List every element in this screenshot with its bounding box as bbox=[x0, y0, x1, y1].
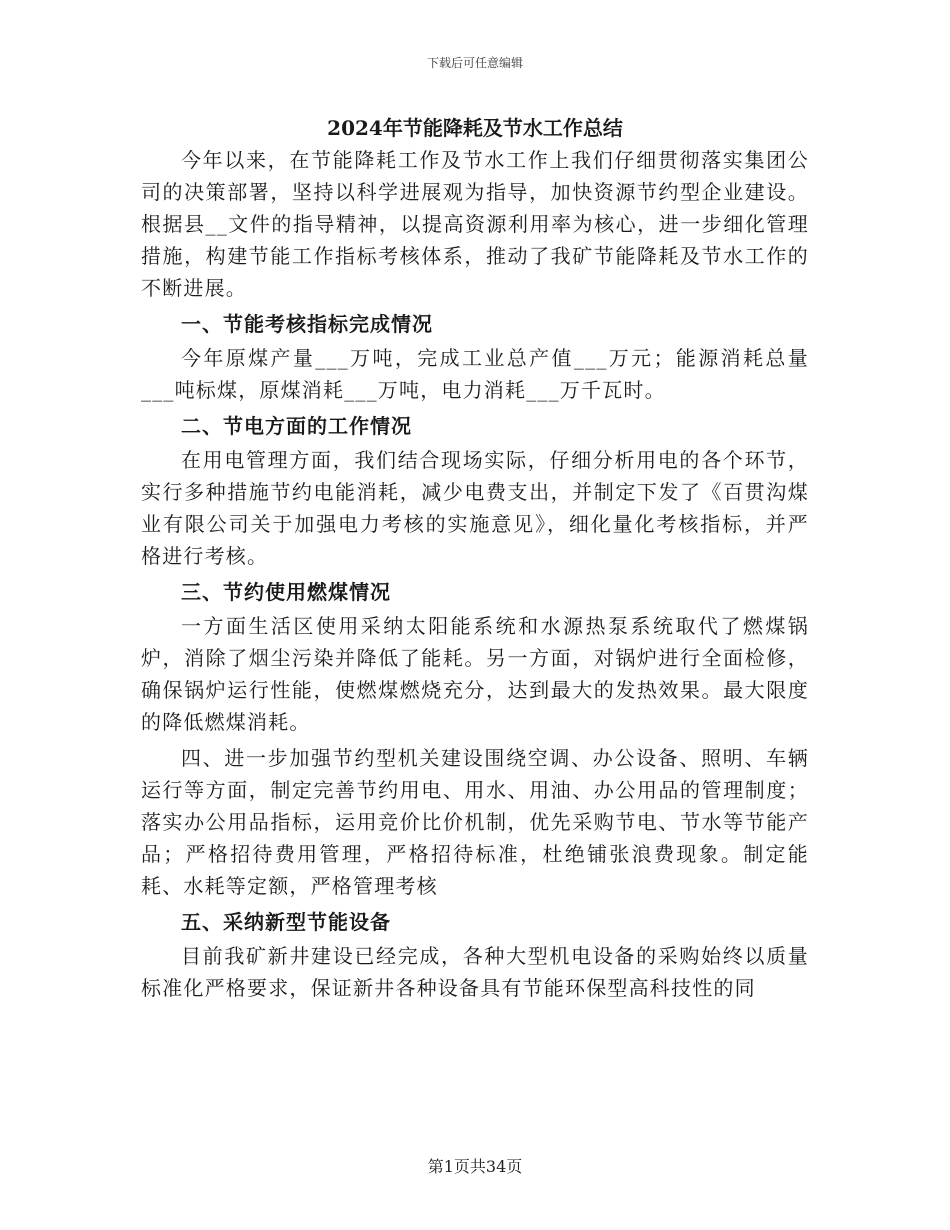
section-paragraph-1: 今年原煤产量___万吨，完成工业总产值___万元；能源消耗总量___吨标煤，原煤消耗___万吨，电力消耗___万千瓦时。 bbox=[141, 346, 809, 402]
section-paragraph-2: 在用电管理方面，我们结合现场实际，仔细分析用电的各个环节，实行多种措施节约电能消耗，减少电费支出，并制定下发了《百贯沟煤业有限公司关于加强电力考核的实施意见》，细化量化考核指标，并严格进行考核。 bbox=[141, 448, 809, 568]
page-number: 第1页共34页 bbox=[427, 1157, 523, 1176]
section-heading-5: 五、采纳新型节能设备 bbox=[181, 910, 391, 934]
section-heading-1: 一、节能考核指标完成情况 bbox=[181, 312, 433, 336]
header-note: 下载后可任意编辑 bbox=[426, 56, 523, 70]
intro-paragraph: 今年以来，在节能降耗工作及节水工作上我们仔细贯彻落实集团公司的决策部署，坚持以科学进展观为指导，加快资源节约型企业建设。根据县__文件的指导精神，以提高资源利用率为核心，进一步细化管理措施，构建节能工作指标考核体系，推动了我矿节能降耗及节水工作的不断进展。 bbox=[141, 148, 809, 300]
document-body bbox=[141, 112, 809, 1004]
section-heading-3: 三、节约使用燃煤情况 bbox=[181, 580, 391, 604]
section-paragraph-3: 一方面生活区使用采纳太阳能系统和水源热泵系统取代了燃煤锅炉，消除了烟尘污染并降低了能耗。另一方面，对锅炉进行全面检修，确保锅炉运行性能，使燃煤燃烧充分，达到最大的发热效果。最大限度的降低燃煤消耗。 bbox=[141, 614, 809, 734]
section-heading-2: 二、节电方面的工作情况 bbox=[181, 414, 412, 438]
section-paragraph-4: 四、进一步加强节约型机关建设围绕空调、办公设备、照明、车辆运行等方面，制定完善节约用电、用水、用油、办公用品的管理制度；落实办公用品指标，运用竞价比价机制，优先采购节电、节水等节能产品；严格招待费用管理，严格招待标准，杜绝铺张浪费现象。制定能耗、水耗等定额，严格管理考核 bbox=[141, 746, 809, 898]
document-title: 2024年节能降耗及节水工作总结 bbox=[327, 116, 623, 140]
section-paragraph-5: 目前我矿新井建设已经完成，各种大型机电设备的采购始终以质量标准化严格要求，保证新井各种设备具有节能环保型高科技性的同 bbox=[141, 944, 809, 1000]
